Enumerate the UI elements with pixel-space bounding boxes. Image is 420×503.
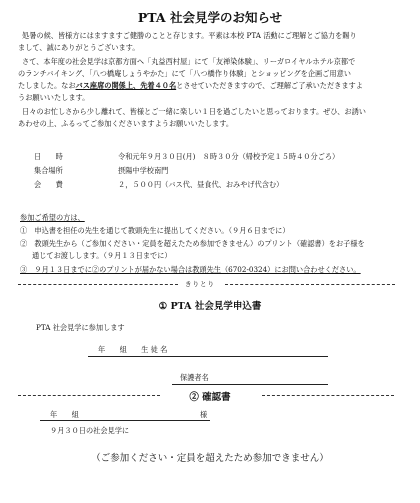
meeting-place-label: 集合場所 <box>34 166 63 175</box>
intro-line: あわせの上、ふるってご参加くださいますようお願いいたします。 <box>18 119 234 128</box>
student-name-underline <box>88 356 328 357</box>
page-title: PTA 社会見学のお知らせ <box>137 10 283 25</box>
intro-text: たしました。なお <box>18 81 76 90</box>
intro-line: さて、本年度の社会見学は京都方面へ「丸益西村屋」にて「友禅染体験」、リーガロイヤルホテル京都で <box>22 57 356 66</box>
intro-line: のランチバイキング、「八つ橋庵しょうやかた」にて「八つ橋作り体験」とショッピングを企画ご用意い <box>18 69 351 78</box>
confirmation-name-underline <box>40 420 210 421</box>
apply-heading: 参加ご希望の方は、 <box>20 213 85 222</box>
date-value: 令和元年９月３０日(月) ８時３０分（帰校予定１５時４０分ごろ） <box>118 152 340 161</box>
cut-line-right <box>225 284 395 285</box>
intro-text: とさせていただきますので、ご理解ご了承いただきますよ <box>176 81 363 90</box>
intro-line: うお願いいたします。 <box>18 93 90 102</box>
confirmation-class-label: 年 組 <box>50 410 79 419</box>
fee-value: ２，５００円（バス代、昼食代、おみやげ代含む） <box>118 180 284 189</box>
confirmation-heading: ② 確認書 <box>189 392 231 403</box>
step-3: ③ ９月１３日までに②のプリントが届かない場合は教頭先生（6702-0324）にお問い合わせください。 <box>20 265 361 274</box>
confirmation-line: ９月３０日の社会見学に <box>50 426 130 435</box>
meeting-place-value: 摂陽中学校南門 <box>118 166 169 175</box>
date-label: 日 時 <box>34 152 63 161</box>
fee-label: 会 費 <box>34 180 63 189</box>
intro-line: 処暑の候、皆様方にはますますご健勝のことと存じます。平素は本校 PTA 活動にご理解とご協力を賜り <box>22 31 357 40</box>
seat-limit-notice: バス座席の関係上、先着４０名 <box>75 81 177 90</box>
intro-line-with-emphasis <box>18 80 363 92</box>
guardian-name-label: 保護者名 <box>180 373 209 382</box>
cut-label: きりとり <box>185 280 215 288</box>
intro-line: まして、誠にありがとうございます。 <box>18 43 140 52</box>
guardian-name-underline <box>172 384 328 385</box>
divider-right <box>262 395 394 396</box>
class-student-name-label: 年 組 生 徒 名 <box>98 345 168 354</box>
step-2: ② 教頭先生から（ご参加ください・定員を超えたため参加できません）のプリント（確認書）をお子様を <box>20 239 365 248</box>
application-form-line: PTA 社会見学に参加します <box>36 323 125 332</box>
honorific-label: 様 <box>200 410 208 419</box>
cut-line-left <box>18 284 178 285</box>
intro-line: 日々のお忙しさから少し離れて、皆様とご一緒に楽しい１日を過ごしたいと思っております。ぜひ、お誘い <box>22 107 366 116</box>
step-2-continued: 通じてお渡しします。（９月１３日までに） <box>32 251 172 260</box>
step-1: ① 申込書を担任の先生を通じて教頭先生に提出してください。（９月６日までに） <box>20 226 290 235</box>
application-form-heading: ① PTA 社会見学申込書 <box>158 301 262 312</box>
confirmation-result: （ご参加ください・定員を超えたため参加できません） <box>91 453 329 464</box>
